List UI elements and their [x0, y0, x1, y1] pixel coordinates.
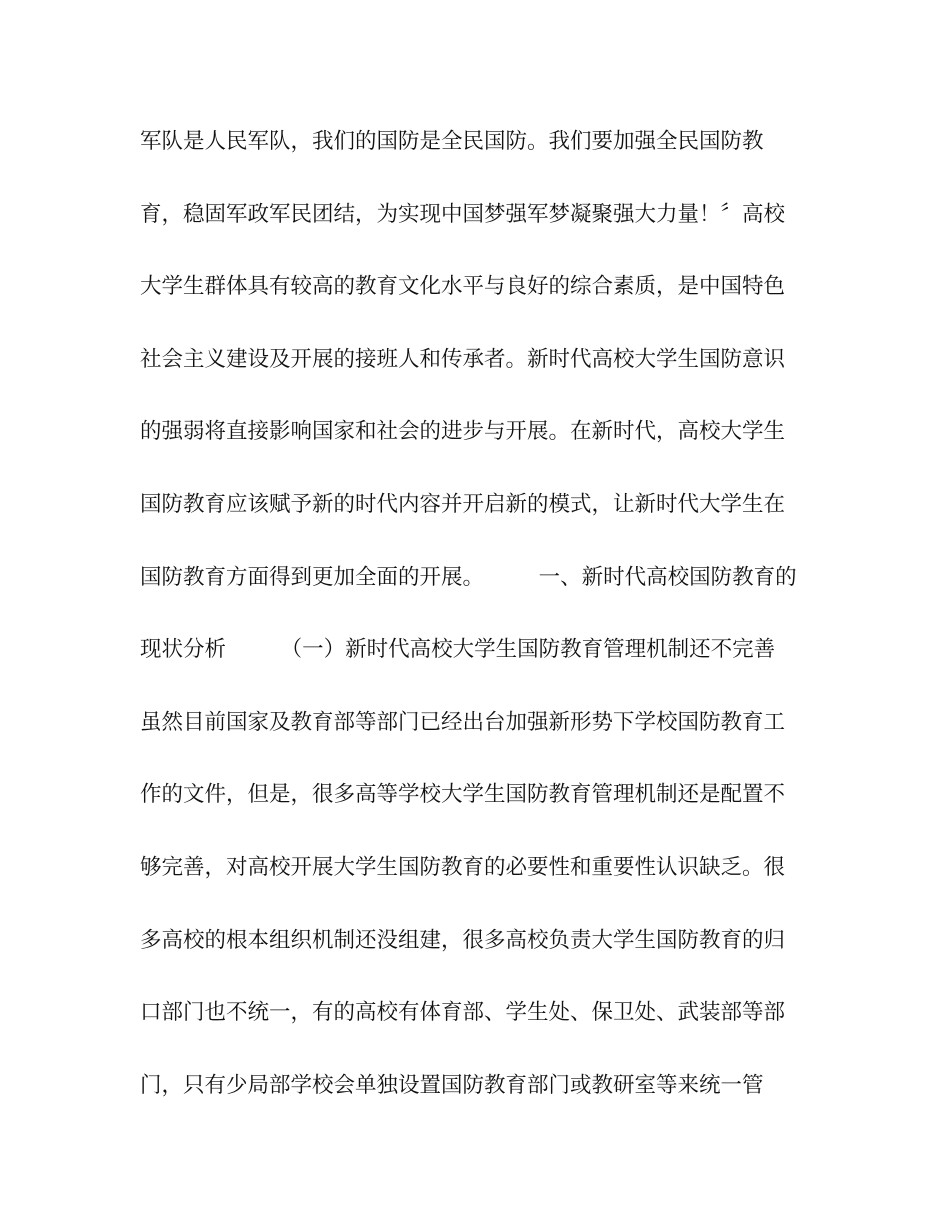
- text-line: 社会主义建设及开展的接班人和传承者。新时代高校大学生国防意识: [140, 346, 786, 372]
- text-line: 育，稳固军政军民团结，为实现中国梦强军梦凝聚强大力量！〞高校: [140, 201, 786, 227]
- text-line: 作的文件，但是，很多高等学校大学生国防教育管理机制还是配置不: [140, 782, 786, 808]
- body-text: [140, 123, 800, 1139]
- text-line: 够完善，对高校开展大学生国防教育的必要性和重要性认识缺乏。很: [140, 854, 786, 880]
- text-line: 口部门也不统一，有的高校有体育部、学生处、保卫处、武装部等部: [140, 1000, 786, 1026]
- text-line: 虽然目前国家及教育部等部门已经出台加强新形势下学校国防教育工: [140, 709, 786, 735]
- text-line: 军队是人民军队，我们的国防是全民国防。我们要加强全民国防教: [140, 129, 764, 154]
- text-line: 门，只有少局部学校会单独设置国防教育部门或教研室等来统一管: [140, 1072, 764, 1098]
- text-line: 国防教育应该赋予新的时代内容并开启新的模式，让新时代大学生在: [140, 491, 786, 517]
- text-line: 国防教育方面得到更加全面的开展。 一、新时代高校国防教育的: [140, 564, 797, 590]
- text-line: 现状分析 （一）新时代高校大学生国防教育管理机制还不完善: [140, 637, 776, 663]
- text-line: 大学生群体具有较高的教育文化水平与良好的综合素质，是中国特色: [140, 274, 786, 300]
- text-line: 多高校的根本组织机制还没组建，很多高校负责大学生国防教育的归: [140, 927, 786, 953]
- text-line: 的强弱将直接影响国家和社会的进步与开展。在新时代，高校大学生: [140, 419, 786, 445]
